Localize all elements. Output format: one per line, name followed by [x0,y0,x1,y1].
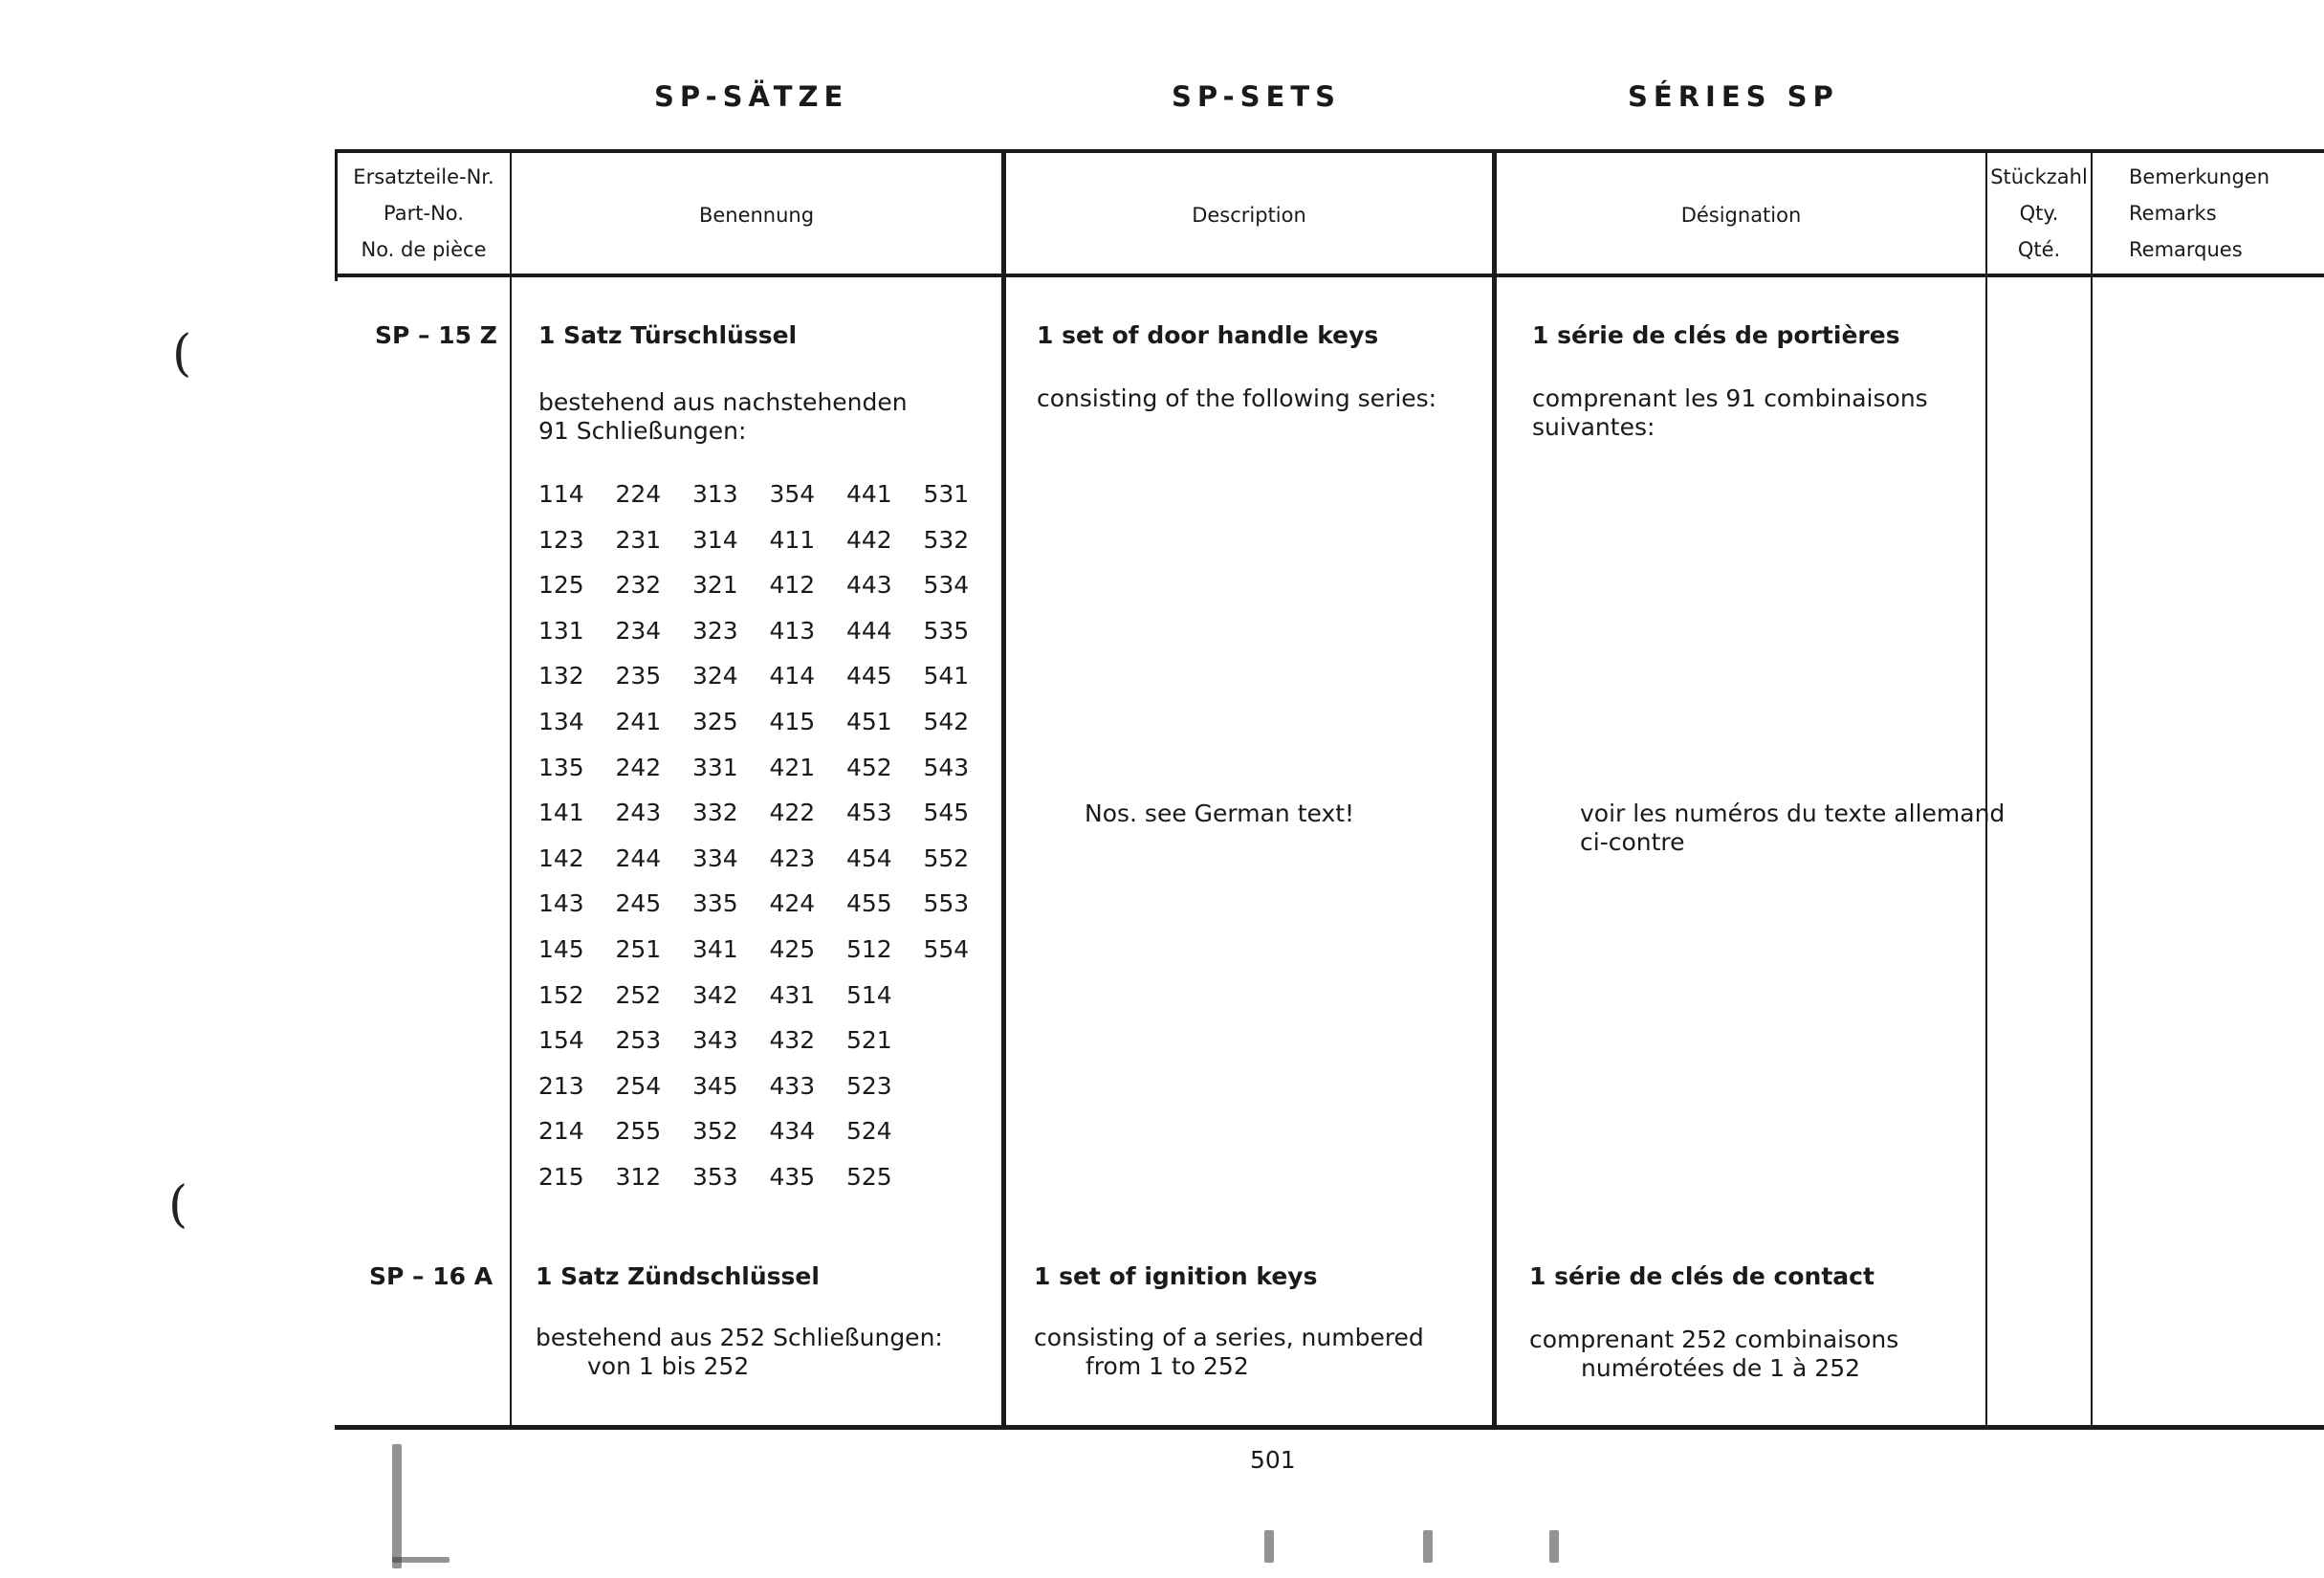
combination-number: 143 [538,889,584,918]
combination-number: 334 [692,844,738,872]
combination-number: 335 [692,889,738,918]
combination-number: 231 [615,525,662,554]
combination-number: 125 [538,571,584,600]
combination-number: 134 [538,708,584,735]
combination-number: 451 [846,708,892,735]
scan-smudge [392,1557,449,1563]
combination-number: 214 [538,1117,584,1146]
combination-number: 454 [846,844,892,872]
combination-number: 142 [538,844,584,872]
scan-smudge [1423,1530,1433,1563]
combination-number: 455 [846,889,892,918]
combination-number: 234 [615,616,662,645]
combination-number: 132 [538,662,584,690]
combination-number: 413 [769,616,816,645]
combination-number: 553 [923,889,970,918]
scan-smudge [1549,1530,1559,1563]
part-number: SP – 15 Z [375,321,497,349]
combination-number: 543 [923,753,970,781]
combination-number: 312 [615,1163,662,1191]
divider-description [1492,149,1497,1425]
description-text: consisting of a series, numbered from 1 to 252 [1034,1324,1424,1380]
combination-number: 345 [692,1071,738,1100]
scan-smudge [1264,1530,1274,1563]
combination-number: 534 [923,571,970,600]
combination-number: 525 [846,1163,892,1191]
title-english: SP-SETS [1172,80,1342,113]
combination-number: 254 [615,1071,662,1100]
combination-number: 521 [846,1026,892,1055]
combination-number: 415 [769,708,816,735]
combination-number: 545 [923,799,970,827]
combination-number: 253 [615,1026,662,1055]
combination-number: 412 [769,571,816,600]
combination-number: 523 [846,1071,892,1100]
combination-number: 352 [692,1117,738,1146]
combination-number: 145 [538,935,584,963]
combination-number: 154 [538,1026,584,1055]
combination-number: 514 [846,980,892,1009]
combination-number: 443 [846,571,892,600]
description-title: 1 set of ignition keys [1034,1262,1318,1290]
combination-number: 422 [769,799,816,827]
combination-number: 123 [538,525,584,554]
combination-number: 255 [615,1117,662,1146]
table-bottom-rule [335,1425,2324,1430]
combination-number: 354 [769,480,816,508]
combination-number: 342 [692,980,738,1009]
designation-note: voir les numéros du texte allemand ci-contre [1580,800,2006,856]
combination-number: 323 [692,616,738,645]
combination-number: 453 [846,799,892,827]
binder-hole-mark-top: ( [172,325,192,383]
combination-number: 532 [923,525,970,554]
combination-number: 542 [923,708,970,735]
combination-number: 242 [615,753,662,781]
page-number: 501 [1250,1446,1296,1474]
combination-number: 251 [615,935,662,963]
header-designation: Désignation [1680,204,1802,227]
combination-number: 245 [615,889,662,918]
header-qty: Stückzahl Qty. Qté. [1990,165,2088,261]
combination-number: 131 [538,616,584,645]
combination-number: 411 [769,525,816,554]
combination-number: 341 [692,935,738,963]
combination-number: 434 [769,1117,816,1146]
header-part-no: Ersatzteile-Nr. Part-No. No. de pièce [353,165,494,261]
benennung-title: 1 Satz Türschlüssel [538,321,798,349]
combination-number: 452 [846,753,892,781]
description-text: consisting of the following series: [1037,384,1437,412]
combination-number: 332 [692,799,738,827]
combination-number: 423 [769,844,816,872]
divider-part-no [510,149,512,1425]
description-title: 1 set of door handle keys [1037,321,1379,349]
combination-number: 554 [923,935,970,963]
combination-number: 435 [769,1163,816,1191]
combination-number: 535 [923,616,970,645]
combination-number: 445 [846,662,892,690]
combination-number: 241 [615,708,662,735]
combination-number: 232 [615,571,662,600]
title-german: SP-SÄTZE [654,80,849,113]
divider-qty [2091,149,2093,1425]
header-benennung: Benennung [698,204,815,227]
binder-hole-mark-bottom: ( [168,1176,188,1234]
combination-number: 444 [846,616,892,645]
benennung-text: bestehend aus 252 Schließungen: von 1 bis 252 [536,1324,943,1380]
combination-number: 324 [692,662,738,690]
combination-number: 325 [692,708,738,735]
combination-number: 321 [692,571,738,600]
title-french: SÉRIES SP [1628,80,1839,113]
combination-number: 215 [538,1163,584,1191]
combination-number: 114 [538,480,584,508]
designation-title: 1 série de clés de portières [1532,321,1900,349]
combination-number: 252 [615,980,662,1009]
combination-number: 135 [538,753,584,781]
combination-number: 441 [846,480,892,508]
designation-text: comprenant 252 combinaisons numérotées de 1 à 252 [1529,1326,1899,1382]
combination-number: 235 [615,662,662,690]
combination-number: 524 [846,1117,892,1146]
combination-number: 243 [615,799,662,827]
table-top-rule [335,149,2324,153]
divider-designation [1985,149,1987,1425]
combination-number: 224 [615,480,662,508]
description-note: Nos. see German text! [1085,800,1355,827]
header-description: Description [1192,204,1306,227]
combination-number: 244 [615,844,662,872]
combination-number: 343 [692,1026,738,1055]
combination-number: 431 [769,980,816,1009]
header-bottom-rule [335,274,2324,277]
combination-number: 213 [538,1071,584,1100]
combination-number: 541 [923,662,970,690]
combination-number: 313 [692,480,738,508]
benennung-text: bestehend aus nachstehenden 91 Schließungen: [538,388,908,445]
combination-number: 432 [769,1026,816,1055]
combination-number: 353 [692,1163,738,1191]
combination-number: 442 [846,525,892,554]
combination-number: 425 [769,935,816,963]
combination-number: 433 [769,1071,816,1100]
combination-number: 141 [538,799,584,827]
combination-number: 424 [769,889,816,918]
scan-smudge [392,1444,402,1568]
combination-number: 414 [769,662,816,690]
part-number: SP – 16 A [369,1262,493,1290]
combination-number: 421 [769,753,816,781]
benennung-title: 1 Satz Zündschlüssel [536,1262,820,1290]
header-remarks: Bemerkungen Remarks Remarques [2129,165,2270,261]
designation-title: 1 série de clés de contact [1529,1262,1875,1290]
combination-number: 331 [692,753,738,781]
divider-benennung [1001,149,1006,1425]
designation-text: comprenant les 91 combinaisons suivantes: [1532,384,1928,441]
combination-number: 512 [846,935,892,963]
combination-number: 552 [923,844,970,872]
combination-number: 314 [692,525,738,554]
combination-number: 531 [923,480,970,508]
combination-number: 152 [538,980,584,1009]
